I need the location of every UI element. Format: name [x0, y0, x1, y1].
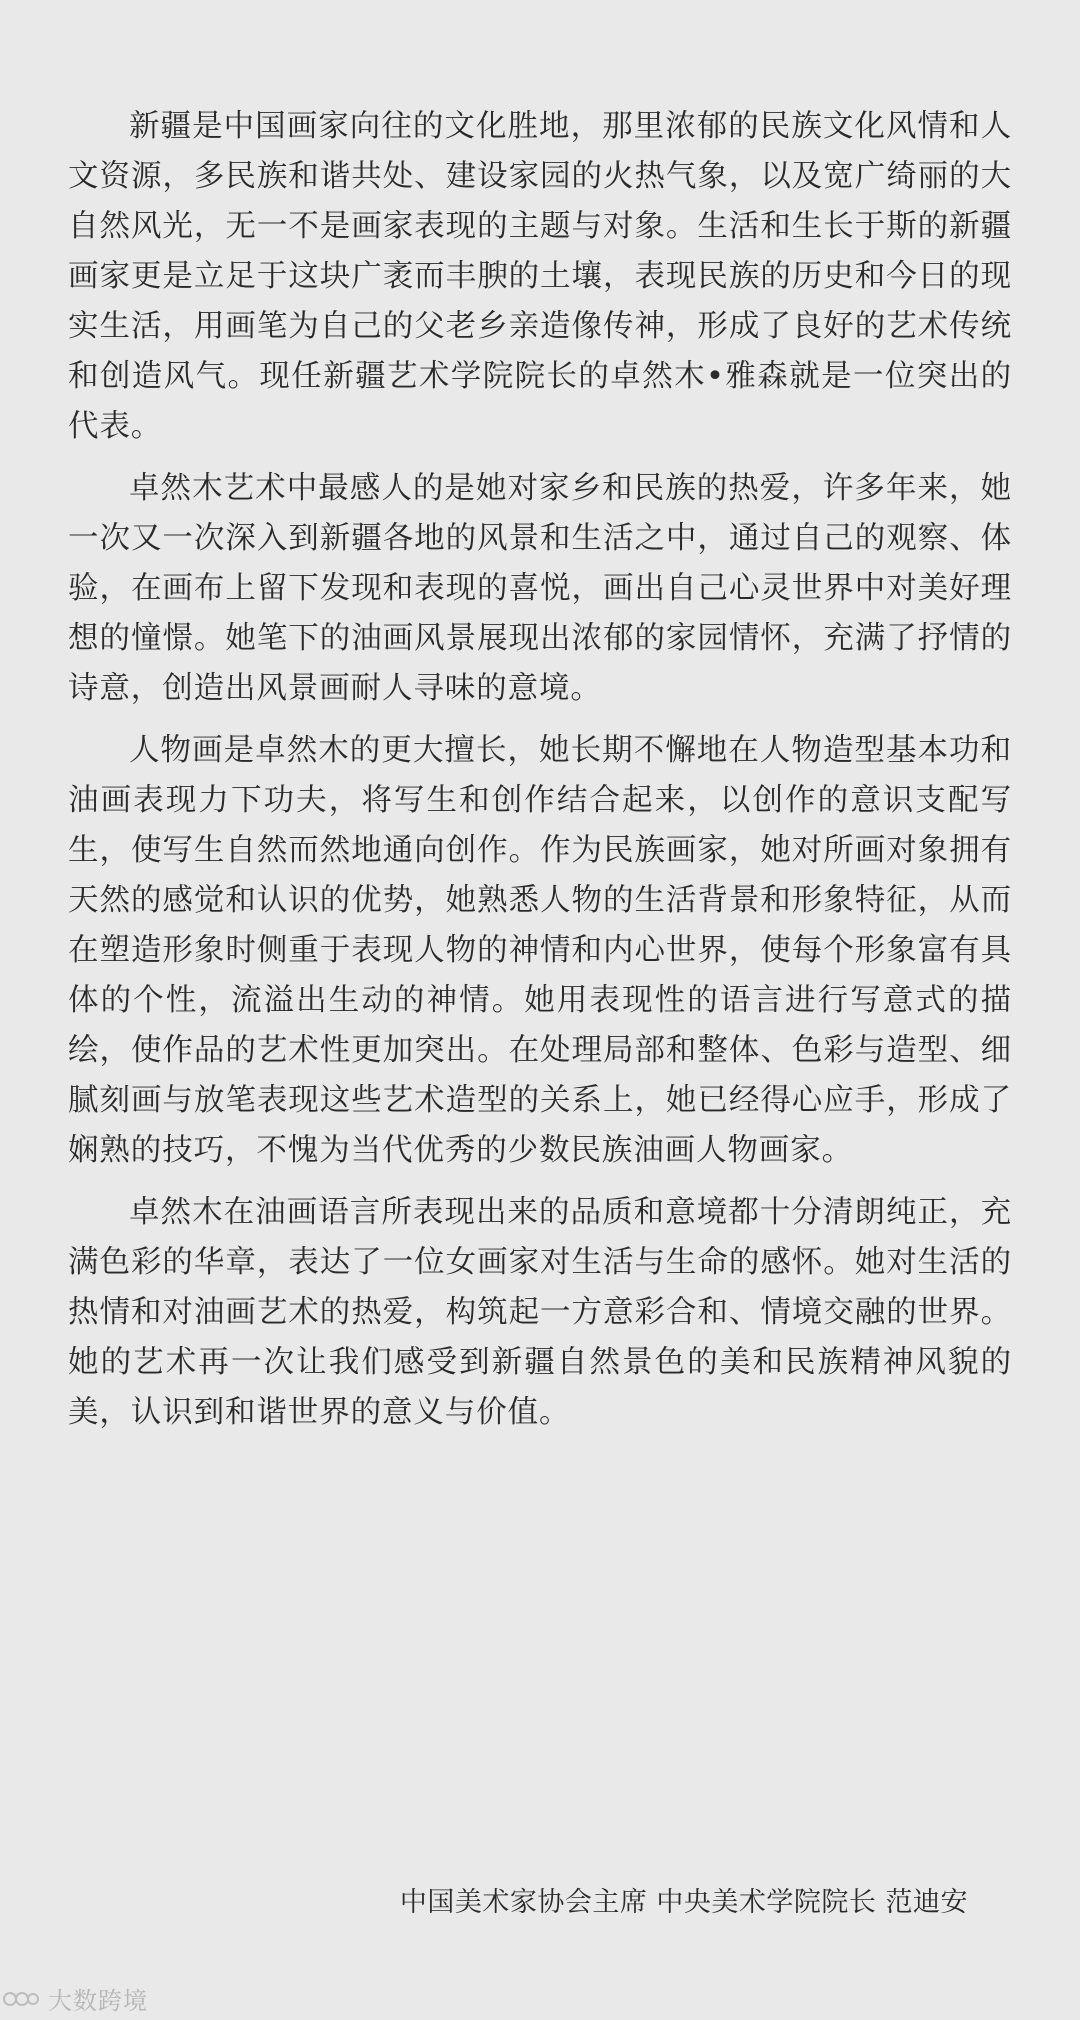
watermark-logo-icon — [2, 1988, 40, 2010]
watermark — [2, 1981, 148, 2016]
paragraph-2: 卓然木艺术中最感人的是她对家乡和民族的热爱，许多年来，她一次又一次深入到新疆各地的风景和生活之中，通过自己的观察、体验，在画布上留下发现和表现的喜悦，画出自己心灵世界中对美好理想的憧憬。她笔下的油画风景展现出浓郁的家园情怀，充满了抒情的诗意，创造出风景画耐人寻味的意境。 — [68, 471, 1012, 706]
article-body — [68, 102, 1012, 1450]
author-signature: 中国美术家协会主席 中央美术学院院长 范迪安 — [399, 1887, 968, 1918]
paragraph-3: 人物画是卓然木的更大擅长，她长期不懈地在人物造型基本功和油画表现力下功夫，将写生和创作结合起来，以创作的意识支配写生，使写生自然而然地通向创作。作为民族画家，她对所画对象拥有天然的感觉和认识的优势，她熟悉人物的生活背景和形象特征，从而在塑造形象时侧重于表现人物的神情和内心世界，使每个形象富有具体的个性，流溢出生动的神情。她用表现性的语言进行写意式的描绘，使作品的艺术性更加突出。在处理局部和整体、色彩与造型、细腻刻画与放笔表现这些艺术造型的关系上，她已经得心应手，形成了娴熟的技巧，不愧为当代优秀的少数民族油画人物画家。 — [68, 733, 1012, 1168]
paragraph-1: 新疆是中国画家向往的文化胜地，那里浓郁的民族文化风情和人文资源，多民族和谐共处、建设家园的火热气象，以及宽广绮丽的大自然风光，无一不是画家表现的主题与对象。生活和生长于斯的新疆画家更是立足于这块广袤而丰腴的土壤，表现民族的历史和今日的现实生活，用画笔为自己的父老乡亲造像传神，形成了良好的艺术传统和创造风气。现任新疆艺术学院院长的卓然木•雅森就是一位突出的代表。 — [68, 109, 1012, 444]
watermark-text: 大数跨境 — [48, 1987, 148, 2015]
paragraph-4: 卓然木在油画语言所表现出来的品质和意境都十分清朗纯正，充满色彩的华章，表达了一位女画家对生活与生命的感怀。她对生活的热情和对油画艺术的热爱，构筑起一方意彩合和、情境交融的世界。她的艺术再一次让我们感受到新疆自然景色的美和民族精神风貌的美，认识到和谐世界的意义与价值。 — [68, 1195, 1012, 1430]
